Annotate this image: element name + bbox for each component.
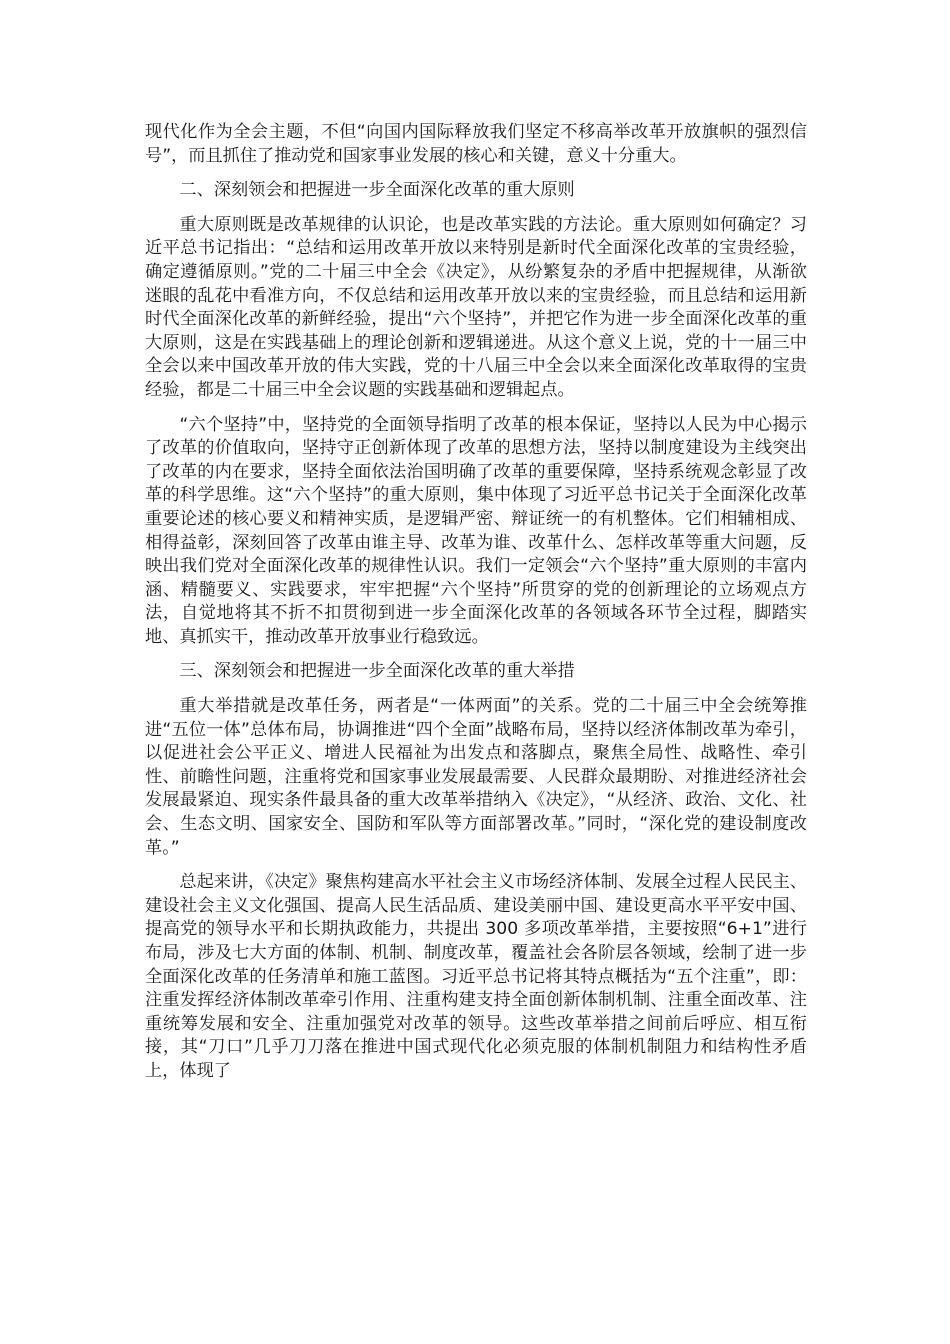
document-page	[145, 121, 807, 1095]
section-heading-2: 二、深刻领会和把握进一步全面深化改革的重大原则	[179, 180, 575, 201]
paragraph-measures-intro: 重大举措就是改革任务，两者是“一体两面”的关系。党的二十届三中全会统筹推进“五位一体”总体布局，协调推进“四个全面”战略布局，坚持以经济体制改革为牵引，以促进社会公平正义、增进人民福祉为出发点和落脚点，聚焦全局性、战略性、牵引性、前瞻性问题，注重将党和国家事业发展最需要、人民群众最期盼、对推进经济社会发展最紧迫、现实条件最具备的重大改革举措纳入《决定》，“从经济、政治、文化、社会、生态文明、国家安全、国防和军队等方面部署改革。”同时，“深化党的建设制度改革。”	[145, 696, 807, 858]
paragraph-continuation: 现代化作为全会主题，不但“向国内国际释放我们坚定不移高举改革开放旗帜的强烈信号”，而且抓住了推动党和国家事业发展的核心和关键，意义十分重大。	[145, 122, 807, 166]
section-heading-3: 三、深刻领会和把握进一步全面深化改革的重大举措	[179, 661, 575, 682]
paragraph-principles-intro: 重大原则既是改革规律的认识论，也是改革实践的方法论。重大原则如何确定？习近平总书记指出：“总结和运用改革开放以来特别是新时代全面深化改革的宝贵经验，确定遵循原则。”党的二十届三中全会《决定》，从纷繁复杂的矛盾中把握规律，从渐欲迷眼的乱花中看准方向，不仅总结和运用改革开放以来的宝贵经验，而且总结和运用新时代全面深化改革的新鲜经验，提出“六个坚持”，并把它作为进一步全面深化改革的重大原则，这是在实践基础上的理论创新和逻辑递进。从这个意义上说，党的十一届三中全会以来中国改革开放的伟大实践，党的十八届三中全会以来全面深化改革取得的宝贵经验，都是二十届三中全会议题的实践基础和逻辑起点。	[145, 214, 807, 400]
paragraph-measures-summary: 总起来讲，《决定》聚焦构建高水平社会主义市场经济体制、发展全过程人民民主、建设社会主义文化强国、提高人民生活品质、建设美丽中国、建设更高水平平安中国、提高党的领导水平和长期执政能力，共提出 300 多项改革举措，主要按照“6+1”进行布局，涉及七大方面的体制、机制、制度改革，覆盖社会各阶层各领域，绘制了进一步全面深化改革的任务清单和施工蓝图。习近平总书记将其特点概括为“五个注重”，即：注重发挥经济体制改革牵引作用、注重构建支持全面创新体制机制、注重全面改革、注重统筹发展和安全、注重加强党对改革的领导。这些改革举措之间前后呼应、相互衔接，其“刀口”几乎刀刀落在推进中国式现代化必须克服的体制机制阻力和结构性矛盾上，体现了	[145, 872, 807, 1081]
paragraph-six-adherences: “六个坚持”中，坚持党的全面领导指明了改革的根本保证，坚持以人民为中心揭示了改革的价值取向，坚持守正创新体现了改革的思想方法，坚持以制度建设为主线突出了改革的内在要求，坚持全面依法治国明确了改革的重要保障，坚持系统观念彰显了改革的科学思维。这“六个坚持”的重大原则，集中体现了习近平总书记关于全面深化改革重要论述的核心要义和精神实质，是逻辑严密、辩证统一的有机整体。它们相辅相成、相得益彰，深刻回答了改革由谁主导、改革为谁、改革什么、怎样改革等重大问题，反映出我们党对全面深化改革的规律性认识。我们一定领会“六个坚持”重大原则的丰富内涵、精髓要义、实践要求，牢牢把握“六个坚持”所贯穿的党的创新理论的立场观点方法，自觉地将其不折不扣贯彻到进一步全面深化改革的各领域各环节全过程，脚踏实地、真抓实干，推动改革开放事业行稳致远。	[145, 414, 807, 647]
